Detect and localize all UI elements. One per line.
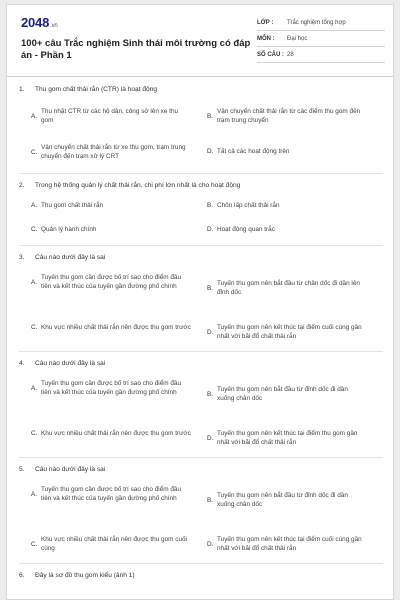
option-letter: B.	[207, 390, 214, 398]
option-letter: A.	[31, 384, 38, 392]
option-letter: A.	[31, 112, 38, 120]
question-number: 3.	[19, 254, 25, 261]
option-letter: B.	[207, 284, 214, 292]
question-title	[19, 253, 383, 263]
option-letter: D.	[207, 540, 214, 548]
option-letter: C.	[31, 226, 38, 233]
option-letter: D.	[207, 226, 214, 233]
question-number: 2.	[19, 182, 25, 189]
question-item	[19, 465, 383, 552]
answer-option[interactable]	[207, 385, 367, 403]
answer-option[interactable]	[207, 279, 367, 297]
meta-key: MÔN :	[257, 35, 275, 42]
option-text: Tuyến thu gom nên bắt đầu từ đỉnh dốc đi dần xuống chân dốc	[217, 492, 348, 508]
question-text: Trong hệ thống quản lý chất thải rắn, chi phí lớn nhất là cho hoạt động	[35, 182, 241, 189]
option-letter: D.	[207, 434, 214, 442]
option-letter: D.	[207, 148, 214, 155]
option-letter: B.	[207, 202, 214, 209]
option-letter: A.	[31, 202, 38, 209]
answer-option[interactable]	[31, 143, 191, 161]
divider	[19, 457, 383, 458]
option-text: Tuyến thu gom nên kết thúc tại điểm cuối cùng gần nhất với bãi đổ chất thải rắn	[217, 536, 362, 552]
answer-option[interactable]	[31, 107, 191, 125]
answer-option[interactable]	[31, 273, 191, 291]
question-number: 4.	[19, 360, 25, 367]
question-title	[19, 465, 383, 475]
answer-option[interactable]	[31, 225, 191, 234]
option-text: Tuyến thu gom cần được bố trí sao cho điểm đầu tiên và kết thúc của tuyến gần đường phố chính	[41, 486, 182, 502]
option-letter: B.	[207, 112, 214, 120]
meta-row-subject	[257, 31, 385, 47]
meta-key: LỚP :	[257, 19, 274, 26]
answer-option[interactable]	[31, 535, 191, 553]
option-text: Thu nhặt CTR từ các hộ dân, công sở lên xe thu gom	[41, 108, 179, 124]
site-logo[interactable]	[21, 15, 58, 30]
meta-row-class	[257, 15, 385, 31]
option-text: Tuyến thu gom cần được bố trí sao cho điểm đầu tiên và kết thúc của tuyến gần đường phố chính	[41, 274, 182, 290]
option-text: Tất cả các hoạt động trên	[217, 148, 290, 155]
answer-option[interactable]	[207, 535, 367, 553]
option-letter: A.	[31, 490, 38, 498]
meta-value: 28	[287, 51, 294, 58]
question-text: Câu nào dưới đây là sai	[35, 254, 106, 261]
meta-table	[257, 15, 385, 63]
question-item	[19, 85, 383, 160]
meta-row-count	[257, 47, 385, 63]
question-number: 5.	[19, 466, 25, 473]
answer-option[interactable]	[31, 429, 191, 438]
option-letter: D.	[207, 328, 214, 336]
answer-option[interactable]	[207, 429, 367, 447]
answer-option[interactable]	[207, 491, 367, 509]
question-title	[19, 181, 383, 191]
option-letter: C.	[31, 430, 38, 437]
option-text: Khu vực nhiều chất thải rắn nên được thu gom trước	[41, 430, 191, 437]
option-text: Chôn lấp chất thải rắn	[217, 202, 280, 209]
question-text: Câu nào dưới đây là sai	[35, 466, 106, 473]
question-item	[19, 571, 383, 581]
option-text: Vận chuyển chất thải rắn từ các điểm thu gom đến trạm trung chuyển	[217, 108, 361, 124]
answer-option[interactable]	[207, 107, 367, 125]
option-letter: B.	[207, 496, 214, 504]
divider	[19, 563, 383, 564]
option-text: Quản lý hành chính	[41, 226, 97, 233]
option-text: Tuyến thu gom nên bắt đầu từ chân dốc đi dần lên đỉnh dốc	[217, 280, 360, 296]
question-text: Đây là sơ đồ thu gom kiểu (ảnh 1)	[35, 572, 135, 579]
meta-value: Trắc nghiệm tổng hợp	[287, 19, 346, 26]
logo-text: 2048	[21, 15, 50, 30]
answer-option[interactable]	[207, 225, 367, 234]
page-title: 100+ câu Trắc nghiệm Sinh thái môi trường có đáp án - Phần 1	[21, 38, 251, 61]
question-number: 6.	[19, 572, 25, 579]
answer-option[interactable]	[207, 201, 367, 210]
option-letter: C.	[31, 540, 38, 548]
question-title	[19, 359, 383, 369]
question-item	[19, 359, 383, 446]
document-header	[7, 5, 393, 77]
answer-option[interactable]	[31, 485, 191, 503]
logo-tld: .vn	[50, 23, 58, 29]
divider	[19, 351, 383, 352]
answer-option[interactable]	[31, 323, 191, 332]
option-text: Thu gom chất thải rắn	[41, 202, 104, 209]
question-text: Câu nào dưới đây là sai	[35, 360, 106, 367]
option-text: Tuyến thu gom nên kết thúc tại điểm cuối cùng gần nhất với bãi đổ chất thải rắn	[217, 324, 362, 340]
option-letter: C.	[31, 148, 38, 156]
option-letter: C.	[31, 324, 38, 331]
document-page	[6, 4, 394, 600]
meta-key: SỐ CÂU :	[257, 51, 284, 58]
option-text: Hoạt động quan trắc	[217, 226, 275, 233]
option-text: Khu vực nhiều chất thải rắn nên được thu gom cuối cùng	[41, 536, 187, 552]
option-text: Tuyến thu gom nên bắt đầu từ đỉnh dốc đi dần xuống chân dốc	[217, 386, 348, 402]
question-title	[19, 85, 383, 95]
question-text: Thu gom chất thải rắn (CTR) là hoạt động	[35, 86, 158, 93]
option-letter: A.	[31, 278, 38, 286]
question-item	[19, 181, 383, 233]
answer-option[interactable]	[31, 379, 191, 397]
question-number: 1.	[19, 86, 25, 93]
option-text: Vận chuyển chất thải rắn từ xe thu gom, trạm trung chuyển đến trạm xử lý CRT	[41, 144, 186, 160]
divider	[19, 245, 383, 246]
answer-option[interactable]	[31, 201, 191, 210]
option-text: Tuyến thu gom cần được bố trí sao cho điểm đầu tiên và kết thúc của tuyến gần đường phố chính	[41, 380, 182, 396]
meta-value: Đại học	[287, 35, 308, 42]
option-text: Tuyến thu gom nên kết thúc tại điểm thu gom gần nhất với bãi đổ chất thải rắn	[217, 430, 358, 446]
answer-option[interactable]	[207, 147, 367, 156]
divider	[19, 173, 383, 174]
question-title	[19, 571, 383, 581]
answer-option[interactable]	[207, 323, 367, 341]
option-text: Khu vực nhiều chất thải rắn nên được thu gom trước	[41, 324, 191, 331]
question-item	[19, 253, 383, 340]
